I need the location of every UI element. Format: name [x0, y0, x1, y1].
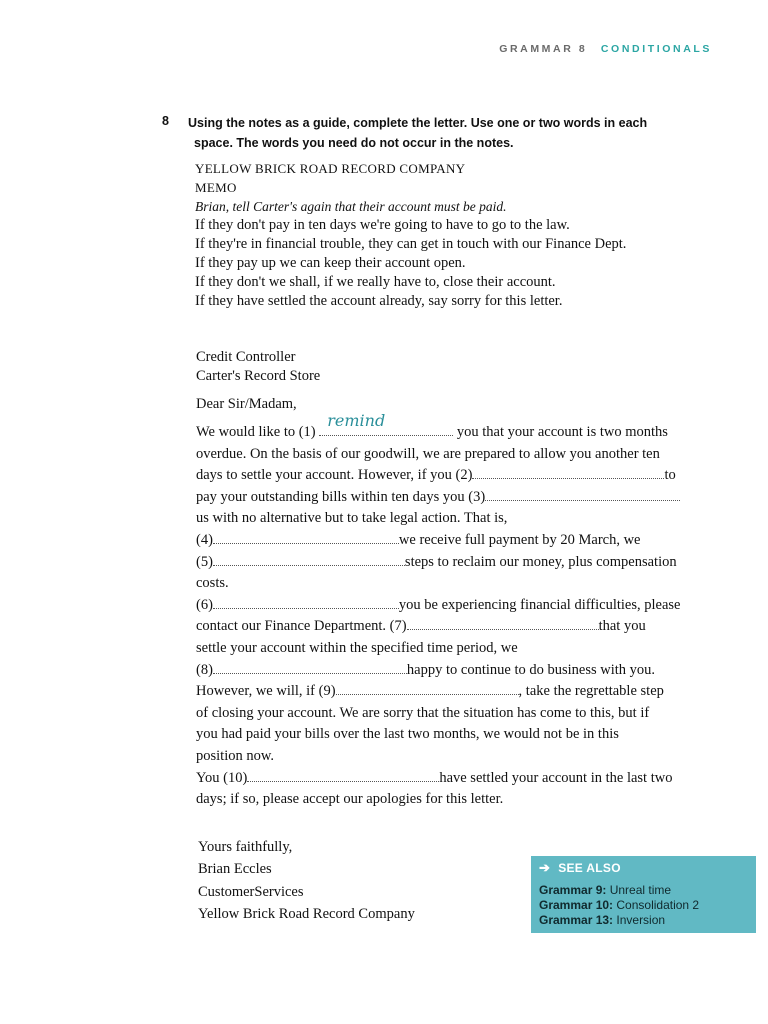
letter-body: [196, 411, 720, 811]
letter-line: [196, 411, 720, 444]
running-header: [499, 43, 712, 55]
see-also-topic: Unreal time: [606, 883, 672, 897]
answer-gap-10[interactable]: [247, 770, 439, 782]
letter-text: we receive full payment by 20 March, we: [398, 531, 641, 548]
letter-text: have settled your account in the last two: [439, 769, 673, 786]
letter-line: [196, 465, 720, 487]
answer-gap-6[interactable]: [213, 597, 399, 609]
see-also-ref: Grammar 9:: [539, 883, 607, 897]
letter-line: [196, 681, 720, 703]
letter-text: pay your outstanding bills within ten days you (3): [196, 488, 486, 505]
see-also-ref: Grammar 10:: [539, 898, 614, 912]
memo-note: If they pay up we can keep their account open.: [195, 255, 466, 271]
letter-line: us with no alternative but to take legal action. That is,: [196, 510, 508, 527]
letter-text: days to settle your account. However, if you (2): [196, 467, 473, 484]
letter-text: to: [664, 467, 676, 484]
answer-gap-5[interactable]: [213, 554, 405, 566]
letter-line: [196, 595, 720, 617]
see-also-item[interactable]: [539, 883, 699, 898]
signoff-department: CustomerServices: [198, 883, 304, 900]
answer-gap-4[interactable]: [213, 532, 399, 544]
letter-line: settle your account within the specified time period, we: [196, 639, 518, 656]
see-also-topic: Inversion: [613, 913, 666, 927]
handwritten-answer: remind: [327, 411, 386, 430]
letter-text: you that your account is two months: [453, 424, 668, 440]
address-line: Credit Controller: [196, 349, 296, 365]
letter-text: that you: [598, 618, 646, 635]
letter-greeting: Dear Sir/Madam,: [196, 396, 297, 412]
letter-line: [196, 660, 720, 682]
answer-gap-2[interactable]: [472, 467, 664, 479]
see-also-item[interactable]: [539, 898, 699, 913]
recipient-address: [196, 348, 320, 386]
instruction-line-1: Using the notes as a guide, complete the letter. Use one or two words in each: [188, 116, 648, 130]
memo-note: If they don't pay in ten days we're going to have to go to the law.: [195, 217, 570, 233]
letter-text: You (10): [196, 769, 248, 786]
letter-line: you had paid your bills over the last two months, we would not be in this: [196, 726, 619, 743]
letter-text: happy to continue to do business with you.: [406, 661, 656, 678]
answer-gap-7[interactable]: [407, 618, 599, 630]
memo-note: If they don't we shall, if we really have to, close their account.: [195, 274, 556, 290]
letter-text: steps to reclaim our money, plus compensation: [404, 553, 677, 570]
letter-text: (4): [196, 531, 213, 548]
memo-notes: [195, 216, 626, 311]
signoff-name: Brian Eccles: [198, 861, 272, 878]
memo-company: YELLOW BRICK ROAD RECORD COMPANY: [195, 161, 466, 176]
letter-line: [196, 616, 720, 638]
signoff-company: Yellow Brick Road Record Company: [198, 906, 415, 923]
memo-intro: Brian, tell Carter's again that their account must be paid.: [195, 199, 507, 214]
letter-line: [196, 530, 720, 552]
letter-line: days; if so, please accept our apologies for this letter.: [196, 791, 504, 808]
letter-line: position now.: [196, 747, 275, 764]
answer-gap-9[interactable]: [336, 683, 519, 695]
see-also-ref: Grammar 13:: [539, 913, 614, 927]
letter-line: of closing your account. We are sorry that the situation has come to this, but if: [196, 704, 650, 721]
header-section: GRAMMAR 8: [499, 43, 588, 55]
see-also-list: [539, 883, 699, 928]
memo-label: MEMO: [195, 180, 237, 195]
instruction-line-2: space. The words you need do not occur in the notes.: [194, 136, 514, 150]
letter-text: you be experiencing financial difficulties, please: [398, 596, 681, 613]
letter-line: [196, 487, 720, 509]
letter-line: [196, 768, 720, 790]
letter-text: However, we will, if (9): [196, 683, 336, 700]
memo-note: If they have settled the account already, say sorry for this letter.: [195, 293, 563, 309]
arrow-right-icon: ➔: [539, 860, 551, 875]
letter-text: contact our Finance Department. (7): [196, 618, 407, 635]
answer-gap-8[interactable]: [213, 662, 407, 674]
memo: [195, 159, 626, 311]
see-also-label: SEE ALSO: [558, 861, 621, 875]
letter-line: costs.: [196, 575, 229, 592]
letter-text: , take the regrettable step: [518, 683, 664, 700]
letter-text: (8): [196, 661, 213, 678]
letter-signoff: [198, 836, 415, 926]
see-also-item[interactable]: [539, 913, 699, 928]
exercise-instruction: [188, 113, 708, 153]
answer-gap-1[interactable]: [319, 411, 453, 436]
see-also-box: [531, 856, 756, 933]
letter-line: overdue. On the basis of our goodwill, we are prepared to allow you another ten: [196, 445, 660, 462]
answer-gap-3[interactable]: [485, 489, 680, 501]
letter-text: We would like to (1): [196, 424, 316, 440]
letter-text: (6): [196, 596, 213, 613]
see-also-title: [539, 860, 621, 876]
letter-text: (5): [196, 553, 213, 570]
exercise-number: 8: [162, 114, 169, 128]
see-also-topic: Consolidation 2: [613, 898, 700, 912]
signoff-closing: Yours faithfully,: [198, 839, 293, 855]
letter-line: [196, 552, 720, 574]
memo-note: If they're in financial trouble, they can get in touch with our Finance Dept.: [195, 236, 627, 252]
header-topic: CONDITIONALS: [600, 43, 712, 55]
address-line: Carter's Record Store: [196, 368, 321, 384]
